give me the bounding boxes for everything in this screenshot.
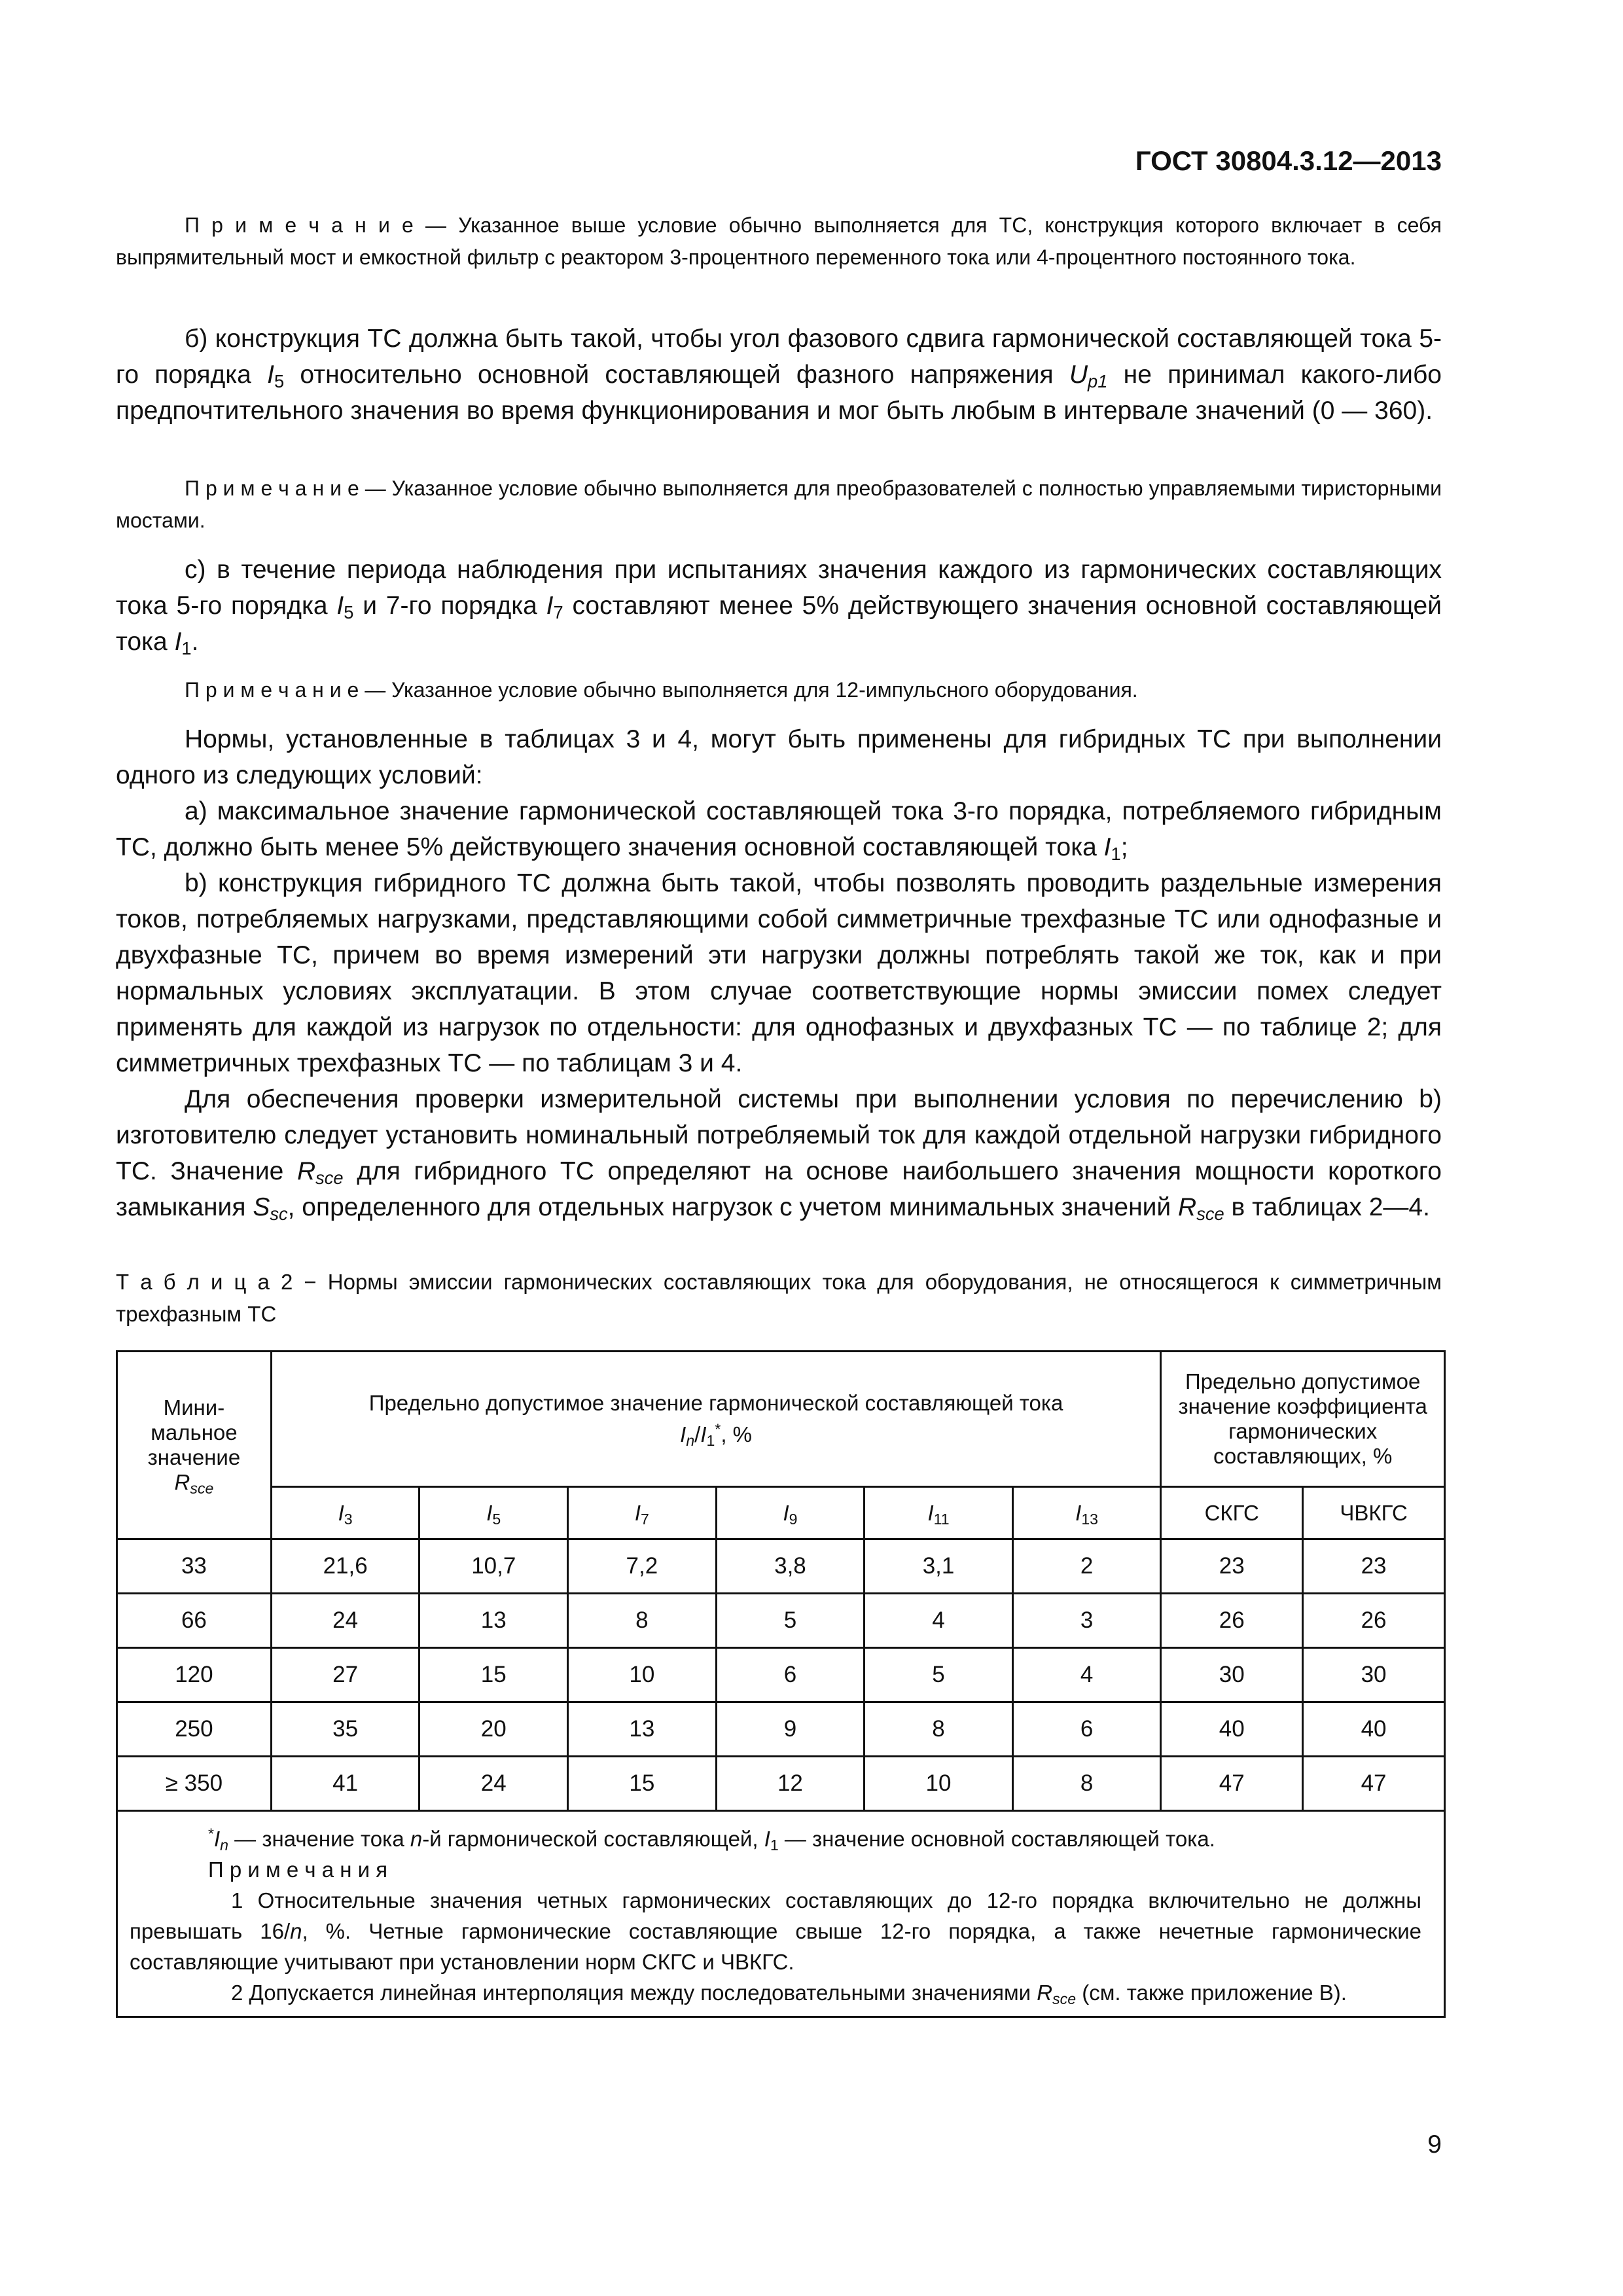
text-run: , определенного для отдельных нагрузок с учетом минимальных значений xyxy=(287,1193,1179,1221)
math-variable: R xyxy=(296,1157,316,1185)
paragraph-b2: b) конструкция гибридного ТС должна быть такой, чтобы позволять проводить раздельные измерения токов, потребляемых нагрузками, представляющими собой симметричные трехфазные ТС или однофазные и двухфазные ТС, причем во время измерений эти нагрузки должны потреблять такой же ток, как и при нормальных условиях эксплуатации. В этом случае соответствующие нормы эмиссии помех следует применять для каждой из нагрузок по отдельности: для однофазных и двухфазных ТС — по таблице 2; для симметричных трехфазных ТС — по таблицам 3 и 4. xyxy=(116,869,1442,1077)
table-row xyxy=(117,1648,1445,1702)
math-subscript: 1 xyxy=(1111,843,1121,864)
table-cell: 21,6 xyxy=(271,1539,419,1594)
text-run: а) максимальное значение гармонической составляющей тока 3-го порядка, потребляемого гибридным ТС, должно быть менее 5% действующего значения основной составляющей тока xyxy=(116,797,1442,861)
header-skgs: СКГС xyxy=(1161,1487,1303,1539)
footnote-mark: * xyxy=(208,1825,214,1842)
math-subscript: sce xyxy=(1196,1203,1224,1224)
table-cell: 66 xyxy=(117,1594,272,1648)
table-cell: 120 xyxy=(117,1648,272,1702)
table-cell: 40 xyxy=(1303,1702,1445,1757)
math-subscript: sc xyxy=(270,1203,288,1224)
table-cell: 35 xyxy=(271,1702,419,1757)
math-variable: I xyxy=(1075,1500,1082,1525)
text-run: не принимал какого-либо предпочтительного значения во время функционирования и мог быть любым в интервале значений (0 — 360). xyxy=(116,361,1442,425)
document-number-header: ГОСТ 30804.3.12—2013 xyxy=(1135,145,1442,176)
table-caption xyxy=(116,1266,1442,1330)
table-caption-text: − Нормы эмиссии гармонических составляющих тока для оборудования, не относящегося к симметричным трехфазным ТС xyxy=(116,1270,1442,1326)
math-subscript: 13 xyxy=(1081,1510,1098,1528)
math-subscript: 5 xyxy=(344,601,354,622)
math-variable: I xyxy=(338,1500,344,1525)
table-row xyxy=(117,1539,1445,1594)
note-text: — Указанное выше условие обычно выполняется для ТС, конструкция которого включает в себя выпрямительный мост и емкостной фильтр с реактором 3-процентного переменного тока или 4-процентного постоянного тока. xyxy=(116,213,1442,269)
math-variable: I xyxy=(486,1500,493,1525)
math-variable: I xyxy=(680,1422,687,1446)
math-variable: R xyxy=(1037,1981,1053,2005)
table-cell: 7,2 xyxy=(568,1539,717,1594)
header-harmonic xyxy=(716,1487,865,1539)
note-text: — Указанное условие обычно выполняется для 12-импульсного оборудования. xyxy=(359,678,1138,702)
table-cell: 5 xyxy=(865,1648,1013,1702)
math-subscript: sce xyxy=(315,1167,344,1188)
math-subscript: 5 xyxy=(492,1510,501,1528)
header-harmonic xyxy=(419,1487,568,1539)
page-number: 9 xyxy=(1427,2130,1442,2159)
text-run: и 7-го порядка xyxy=(353,592,546,620)
table-cell: 40 xyxy=(1161,1702,1303,1757)
header-coefficient-text: Предельно допустимое значение коэффициента гармонических составляющих, % xyxy=(1178,1369,1427,1468)
math-variable: n xyxy=(410,1827,423,1851)
math-subscript: 11 xyxy=(933,1510,950,1528)
table-cell: ≥ 350 xyxy=(117,1757,272,1811)
header-limit-text: Предельно допустимое значение гармонической составляющей тока xyxy=(368,1391,1063,1415)
table-cell: 6 xyxy=(1012,1702,1161,1757)
unit-label: , % xyxy=(721,1422,753,1446)
table-cell: 8 xyxy=(1012,1757,1161,1811)
text-run: для гибридного ТС определяют на основе наибольшего значения мощности короткого замыкания xyxy=(116,1157,1442,1221)
math-subscript: sce xyxy=(1052,1990,1077,2007)
math-subscript: n xyxy=(220,1836,229,1854)
math-variable: I xyxy=(214,1827,221,1851)
math-subscript: 7 xyxy=(641,1510,649,1528)
paragraph-b xyxy=(116,321,1442,429)
math-variable: S xyxy=(253,1193,270,1221)
table-cell: 23 xyxy=(1161,1539,1303,1594)
table-cell: 5 xyxy=(716,1594,865,1648)
table-cell: 24 xyxy=(271,1594,419,1648)
table-row xyxy=(117,1757,1445,1811)
text-run: Для обеспечения проверки измерительной системы при выполнении условия по перечислению b) изготовителю следует установить номинальный потребляемый ток для каждой отдельной нагрузки гибридного ТС. Значение xyxy=(116,1085,1442,1185)
paragraph-norms xyxy=(116,721,1442,1225)
table-body xyxy=(117,1539,1445,1811)
table-cell: 4 xyxy=(865,1594,1013,1648)
note-label: П р и м е ч а н и е xyxy=(185,678,359,702)
math-variable: I xyxy=(1103,833,1111,861)
harmonics-table xyxy=(116,1350,1446,2018)
table-cell: 26 xyxy=(1161,1594,1303,1648)
text-run: — значение основной составляющей тока. xyxy=(778,1827,1215,1851)
table-note-1 xyxy=(130,1885,1421,1977)
math-variable: I xyxy=(336,592,344,620)
note-2 xyxy=(116,473,1442,537)
table-cell: 23 xyxy=(1303,1539,1445,1594)
table-cell: 10 xyxy=(865,1757,1013,1811)
header-harmonic xyxy=(865,1487,1013,1539)
table-note-2 xyxy=(130,1977,1421,2008)
table-cell: 13 xyxy=(568,1702,717,1757)
header-harmonic xyxy=(568,1487,717,1539)
table-cell: 12 xyxy=(716,1757,865,1811)
table-notes-label: П р и м е ч а н и я xyxy=(208,1857,388,1882)
math-subscript: 5 xyxy=(274,370,285,391)
header-coefficient xyxy=(1161,1352,1445,1487)
header-min-label: Мини-мальное значение xyxy=(147,1395,241,1469)
math-variable: I xyxy=(174,628,182,656)
table-row xyxy=(117,1594,1445,1648)
table-cell: 15 xyxy=(568,1757,717,1811)
table-cell: 15 xyxy=(419,1648,568,1702)
math-variable: I xyxy=(634,1500,641,1525)
table-cell: 20 xyxy=(419,1702,568,1757)
paragraph-check xyxy=(116,1081,1442,1225)
text-run: б) конструкция ТС должна быть такой, чтобы угол фазового сдвига гармонической составляющей тока 5-го порядка xyxy=(116,325,1442,389)
text-run: (см. также приложение В). xyxy=(1076,1981,1347,2005)
math-variable: I xyxy=(267,361,274,389)
table-cell: 3,8 xyxy=(716,1539,865,1594)
table-cell: 6 xyxy=(716,1648,865,1702)
math-variable: n xyxy=(290,1919,302,1943)
math-variable: R xyxy=(174,1470,190,1494)
header-min-rsce xyxy=(117,1352,272,1539)
math-subscript: p1 xyxy=(1088,370,1108,391)
table-cell: 47 xyxy=(1161,1757,1303,1811)
table-caption-label: Т а б л и ц а 2 xyxy=(116,1270,293,1294)
text-run: . xyxy=(191,628,199,656)
note-3 xyxy=(116,674,1442,706)
table-cell: 30 xyxy=(1303,1648,1445,1702)
paragraph-a xyxy=(116,793,1442,865)
table-cell: 8 xyxy=(568,1594,717,1648)
text-run: — значение тока xyxy=(228,1827,410,1851)
text-run: с) в течение периода наблюдения при испытаниях значения каждого из гармонических составляющих тока 5-го порядка xyxy=(116,556,1442,620)
table-cell: 24 xyxy=(419,1757,568,1811)
table-cell: 9 xyxy=(716,1702,865,1757)
table-cell: 4 xyxy=(1012,1648,1161,1702)
table-cell: 47 xyxy=(1303,1757,1445,1811)
table-cell: 10,7 xyxy=(419,1539,568,1594)
math-variable: I xyxy=(927,1500,934,1525)
table-cell: 30 xyxy=(1161,1648,1303,1702)
note-1 xyxy=(116,209,1442,274)
text-run: составляют менее 5% действующего значения основной составляющей тока xyxy=(116,592,1442,656)
text-run: , %. Четные гармонические составляющие свыше 12-го порядка, а также нечетные гармонические составляющие учитывают при установлении норм СКГС и ЧВКГС. xyxy=(130,1919,1422,1974)
table-cell: 8 xyxy=(865,1702,1013,1757)
math-subscript: 3 xyxy=(344,1510,353,1528)
table-cell: 13 xyxy=(419,1594,568,1648)
table-footer xyxy=(117,1811,1445,2017)
table-cell: 41 xyxy=(271,1757,419,1811)
table-row xyxy=(117,1702,1445,1757)
text-run: относительно основной составляющей фазного напряжения xyxy=(284,361,1069,389)
math-variable: I xyxy=(764,1827,770,1851)
header-harmonic xyxy=(271,1487,419,1539)
header-chvkgs: ЧВКГС xyxy=(1303,1487,1445,1539)
math-subscript: 1 xyxy=(706,1431,715,1449)
table-cell: 250 xyxy=(117,1702,272,1757)
table-cell: 26 xyxy=(1303,1594,1445,1648)
table-footnote xyxy=(130,1823,1421,1854)
table-cell: 3,1 xyxy=(865,1539,1013,1594)
math-subscript: 9 xyxy=(789,1510,798,1528)
footnote-mark: * xyxy=(715,1420,721,1438)
note-label: П р и м е ч а н и е xyxy=(185,213,414,237)
paragraph-norms-text: Нормы, установленные в таблицах 3 и 4, могут быть применены для гибридных ТС при выполнении одного из следующих условий: xyxy=(116,725,1442,789)
math-variable: I xyxy=(783,1500,789,1525)
table-cell: 27 xyxy=(271,1648,419,1702)
text-run: 1 Относительные значения четных гармонических составляющих до 12-го порядка включительно не должны превышать 16/ xyxy=(130,1888,1421,1943)
math-subscript: 1 xyxy=(181,637,192,658)
math-operator: / xyxy=(694,1422,701,1446)
table-cell: 3 xyxy=(1012,1594,1161,1648)
math-variable: U xyxy=(1069,361,1088,389)
math-subscript: 1 xyxy=(770,1836,779,1854)
table-cell: 33 xyxy=(117,1539,272,1594)
table-cell: 2 xyxy=(1012,1539,1161,1594)
math-variable: R xyxy=(1178,1193,1197,1221)
paragraph-c xyxy=(116,552,1442,660)
text-run: в таблицах 2—4. xyxy=(1224,1193,1430,1221)
math-subscript: sce xyxy=(190,1479,214,1497)
header-harmonic-limit xyxy=(271,1352,1161,1487)
math-subscript: 7 xyxy=(553,601,563,622)
text-run: ; xyxy=(1120,833,1128,861)
math-subscript: n xyxy=(686,1431,695,1449)
note-label: П р и м е ч а н и е xyxy=(185,476,359,500)
table-cell: 10 xyxy=(568,1648,717,1702)
note-text: — Указанное условие обычно выполняется для преобразователей с полностью управляемыми тиристорными мостами. xyxy=(116,476,1442,532)
header-harmonic xyxy=(1012,1487,1161,1539)
math-variable: I xyxy=(700,1422,707,1446)
text-run: -й гармонической составляющей, xyxy=(422,1827,764,1851)
math-variable: I xyxy=(546,592,554,620)
text-run: 2 Допускается линейная интерполяция между последовательными значениями xyxy=(231,1981,1037,2005)
